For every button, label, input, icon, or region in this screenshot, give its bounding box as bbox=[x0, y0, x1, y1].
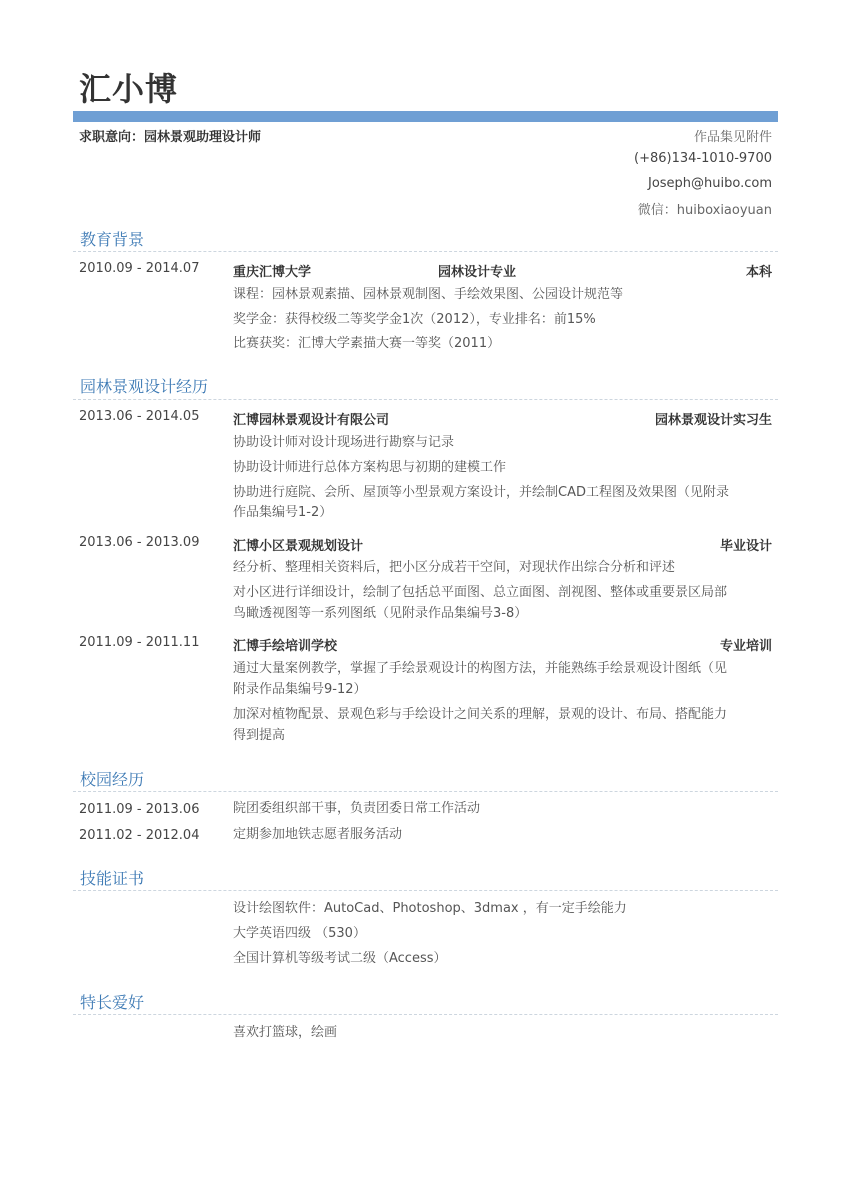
experience-role: 园林景观设计实习生 bbox=[654, 413, 772, 428]
section-divider bbox=[73, 890, 778, 891]
hobby-line: 喜欢打篮球，绘画 bbox=[233, 1025, 338, 1040]
job-intent-text: 求职意向：园林景观助理设计师 bbox=[79, 130, 262, 145]
education-line: 课程：园林景观素描、园林景观制图、手绘效果图、公园设计规范等 bbox=[233, 287, 624, 302]
campus-date: 2011.02 - 2012.04 bbox=[79, 828, 200, 843]
campus-date: 2011.09 - 2013.06 bbox=[79, 802, 200, 817]
header-accent-bar bbox=[73, 111, 778, 122]
skill-line: 全国计算机等级考试二级（Access） bbox=[233, 951, 447, 966]
experience-line: 协助设计师对设计现场进行勘察与记录 bbox=[233, 435, 455, 450]
experience-org: 汇博手绘培训学校 bbox=[233, 639, 338, 654]
portfolio-note: 作品集见附件 bbox=[693, 130, 772, 145]
education-degree: 本科 bbox=[745, 265, 772, 280]
experience-line: 作品集编号1-2） bbox=[233, 505, 333, 520]
experience-org: 汇博小区景观规划设计 bbox=[233, 539, 364, 554]
section-title-campus: 校园经历 bbox=[80, 770, 145, 789]
section-title-hobbies: 特长爱好 bbox=[80, 993, 145, 1012]
experience-line: 经分析、整理相关资料后，把小区分成若干空间，对现状作出综合分析和评述 bbox=[233, 560, 676, 575]
section-divider bbox=[73, 399, 778, 400]
experience-date: 2011.09 - 2011.11 bbox=[79, 635, 200, 650]
education-line: 比赛获奖：汇博大学素描大赛一等奖（2011） bbox=[233, 336, 501, 351]
experience-date: 2013.06 - 2014.05 bbox=[79, 409, 200, 424]
experience-line: 得到提高 bbox=[233, 728, 286, 743]
campus-text: 定期参加地铁志愿者服务活动 bbox=[233, 827, 403, 842]
education-date: 2010.09 - 2014.07 bbox=[79, 261, 200, 276]
experience-line: 鸟瞰透视图等一系列图纸（见附录作品集编号3-8） bbox=[233, 606, 528, 621]
education-line: 奖学金：获得校级二等奖学金1次（2012），专业排名：前15% bbox=[233, 312, 596, 327]
experience-org: 汇博园林景观设计有限公司 bbox=[233, 413, 390, 428]
skill-line: 设计绘图软件：AutoCad、Photoshop、3dmax ，有一定手绘能力 bbox=[233, 901, 627, 916]
wechat: 微信：huiboxiaoyuan bbox=[637, 203, 772, 218]
email[interactable]: Joseph@huibo.com bbox=[647, 176, 772, 191]
section-divider bbox=[73, 1014, 778, 1015]
section-divider bbox=[73, 251, 778, 252]
skill-line: 大学英语四级 （530） bbox=[233, 926, 366, 941]
education-major: 园林设计专业 bbox=[438, 265, 517, 280]
phone: (+86)134-1010-9700 bbox=[634, 151, 772, 166]
experience-role: 专业培训 bbox=[719, 639, 772, 654]
section-title-experience: 园林景观设计经历 bbox=[80, 377, 209, 396]
experience-line: 协助设计师进行总体方案构思与初期的建模工作 bbox=[233, 460, 507, 475]
experience-role: 毕业设计 bbox=[719, 539, 772, 554]
experience-line: 加深对植物配景、景观色彩与手绘设计之间关系的理解，景观的设计、布局、搭配能力 bbox=[233, 707, 728, 722]
education-school: 重庆汇博大学 bbox=[233, 265, 312, 280]
experience-line: 对小区进行详细设计，绘制了包括总平面图、总立面图、剖视图、整体或重要景区局部 bbox=[233, 585, 728, 600]
section-title-education: 教育背景 bbox=[80, 230, 145, 249]
section-title-skills: 技能证书 bbox=[80, 869, 145, 888]
section-divider bbox=[73, 791, 778, 792]
campus-text: 院团委组织部干事，负责团委日常工作活动 bbox=[233, 801, 481, 816]
experience-line: 通过大量案例教学，掌握了手绘景观设计的构图方法，并能熟练手绘景观设计图纸（见 bbox=[233, 661, 728, 676]
experience-line: 附录作品集编号9-12） bbox=[233, 682, 367, 697]
experience-date: 2013.06 - 2013.09 bbox=[79, 535, 200, 550]
experience-line: 协助进行庭院、会所、屋顶等小型景观方案设计，并绘制CAD工程图及效果图（见附录 bbox=[233, 485, 729, 500]
candidate-name: 汇小博 bbox=[79, 70, 179, 108]
job-intent bbox=[79, 126, 261, 145]
